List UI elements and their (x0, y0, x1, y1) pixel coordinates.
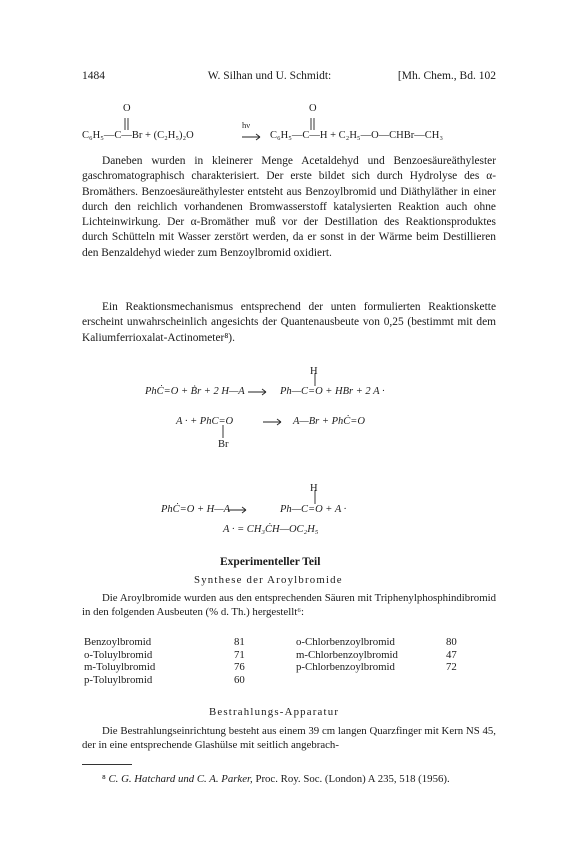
eq1-left: PhĊ=O + Ḃr + 2 H—A (145, 386, 245, 397)
footnote (82, 772, 496, 786)
hv-label: hν (242, 120, 251, 130)
paragraph-1: Daneben wurden in kleinerer Menge Acetaldehyd und Benzoesäureäthylester gaschromatographisch charakterisiert. Der erste bildet sich durch Hydrolyse des α-Bromäthers. Benzoesäureäthylester entsteht aus Benzoylbromid und Diäthyläther in einer durch den reichlich vorhandenen Bromwasserstoff katalysierten Reaktion auch ohne Lichteinwirkung. Der α-Bromäther muß vor der Destillation des Reaktionsproduktes durch Schütteln mit Wasser zerstört werden, da er sonst in der Wärme beim Destillieren den Benzaldehyd wieder zum Benzoylbromid oxidiert. (82, 155, 496, 259)
yield-row (84, 636, 476, 649)
yield-value: 47 (446, 648, 457, 661)
yield-name: o-Chlorbenzoylbromid (296, 636, 395, 648)
eq1-right: Ph—C=O + HBr + 2 A · (280, 386, 385, 397)
yield-value: 76 (234, 661, 245, 673)
subsection-title-1: Synthese der Aroylbromide (194, 574, 343, 586)
paragraph-4: Die Bestrahlungseinrichtung besteht aus einem 39 cm langen Quarzfinger mit Kern NS 45, der in eine entsprechende Glashülse mit seitlich angebrach- (82, 725, 496, 751)
eq3-hydrogen: H (310, 483, 318, 494)
eq1-hydrogen: H (310, 366, 318, 377)
reactants: C₆H₅—C—Br + (C₂H₅)₂O (82, 130, 194, 141)
header-authors: W. Silhan und U. Schmidt: (207, 70, 332, 82)
footnote-rule (82, 764, 132, 765)
yield-name: o-Toluylbromid (84, 648, 153, 661)
yield-name: m-Toluylbromid (84, 661, 156, 673)
eq4: A · = CH₃ĊH—OC₂H₅ (223, 524, 319, 535)
yield-name (296, 674, 446, 687)
yield-row (84, 649, 476, 662)
eq2-right: A—Br + PhĊ=O (293, 416, 365, 427)
subsection-title-2: Bestrahlungs-Apparatur (209, 706, 340, 718)
yield-row (84, 674, 476, 687)
yield-value: 80 (446, 636, 457, 648)
yield-value (446, 674, 476, 687)
yield-value: 71 (234, 648, 245, 661)
footnote-authors: C. G. Hatchard und C. A. Parker, (108, 773, 253, 785)
eq3-right: Ph—C=O + A · (280, 504, 347, 515)
eq3-left: PhĊ=O + H—A (161, 504, 231, 515)
yield-value: 72 (446, 661, 457, 673)
yield-value: 81 (234, 636, 245, 648)
footnote-marker: ⁸ (102, 773, 106, 785)
eq2-bromine: Br (218, 439, 229, 450)
section-title: Experimenteller Teil (220, 556, 321, 568)
paragraph-3: Die Aroylbromide wurden aus den entsprechenden Säuren mit Triphenylphosphindibromid in den folgenden Ausbeuten (% d. Th.) hergestellt⁶: (82, 592, 496, 618)
yield-name: p-Toluylbromid (84, 673, 153, 686)
yield-name: p-Chlorbenzoylbromid (296, 661, 395, 673)
eq2-left: A · + PhC=O (176, 416, 234, 427)
header-journal: [Mh. Chem., Bd. 102 (397, 70, 496, 82)
page-number: 1484 (82, 70, 105, 82)
yield-row (84, 661, 476, 674)
paragraph-2: Ein Reaktionsmechanismus entsprechend der unten formulierten Reaktionskette erscheint unwahrscheinlich angesichts der Quantenausbeute von 0,25 (bestimmt mit dem Kaliumferrioxalat-Actinometer⁸). (82, 301, 496, 344)
yield-name: m-Chlorbenzoylbromid (296, 648, 398, 661)
yield-value: 60 (234, 673, 245, 686)
yield-name: Benzoylbromid (84, 636, 152, 648)
carbonyl-oxygen-right: O (309, 103, 317, 114)
footnote-citation: Proc. Roy. Soc. (London) A 235, 518 (1956). (255, 773, 450, 785)
yields-table (84, 636, 476, 686)
products: C₆H₅—C—H + C₂H₅—O—CHBr—CH₃ (270, 130, 443, 141)
carbonyl-oxygen-left: O (123, 103, 131, 114)
